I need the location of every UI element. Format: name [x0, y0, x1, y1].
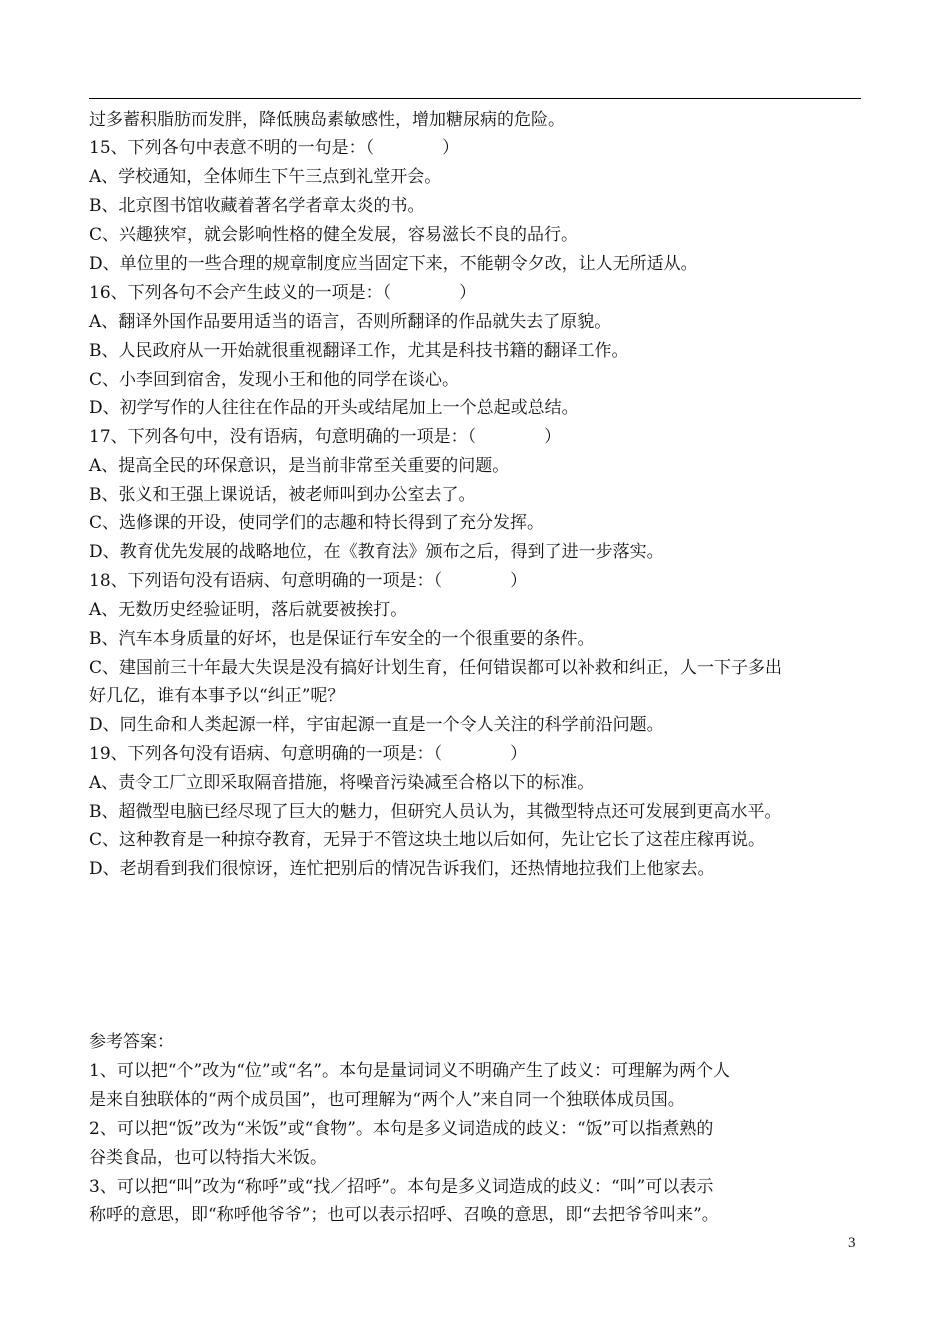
answer-line: 1、可以把“个”改为“位”或“名”。本句是量词词义不明确产生了歧义：可理解为两个人 — [89, 1061, 730, 1081]
option-line: A、无数历史经验证明，落后就要被挨打。 — [89, 600, 408, 620]
option-line: A、学校通知，全体师生下午三点到礼堂开会。 — [89, 167, 442, 187]
option-line: A、提高全民的环保意识，是当前非常至关重要的问题。 — [89, 456, 510, 476]
header-rule — [89, 98, 861, 99]
question-18-stem: 18、下列语句没有语病、句意明确的一项是：（ ） — [89, 571, 528, 591]
option-line: D、教育优先发展的战略地位，在《教育法》颁布之后，得到了进一步落实。 — [89, 542, 664, 562]
option-line: A、责令工厂立即采取隔音措施，将噪音污染减至合格以下的标准。 — [89, 773, 595, 793]
option-line: D、老胡看到我们很惊讶，连忙把别后的情况告诉我们，还热情地拉我们上他家去。 — [89, 859, 715, 879]
answers-heading: 参考答案： — [89, 1032, 174, 1052]
page-number: 3 — [848, 1235, 856, 1251]
option-line: D、初学写作的人往往在作品的开头或结尾加上一个总起或总结。 — [89, 398, 579, 418]
option-line: C、小李回到宿舍，发现小王和他的同学在谈心。 — [89, 370, 460, 390]
option-line: D、同生命和人类起源一样，宇宙起源一直是一个令人关注的科学前沿问题。 — [89, 715, 664, 735]
question-15-stem: 15、下列各句中表意不明的一句是：（ ） — [89, 138, 460, 158]
question-17-stem: 17、下列各句中，没有语病，句意明确的一项是：（ ） — [89, 427, 562, 447]
option-line: B、汽车本身质量的好坏，也是保证行车安全的一个很重要的条件。 — [89, 629, 595, 649]
option-line: C、这种教育是一种掠夺教育，无异于不管这块土地以后如何，先让它长了这茬庄稼再说。 — [89, 830, 766, 850]
text-line: 过多蓄积脂肪而发胖，降低胰岛素敏感性，增加糖尿病的危险。 — [89, 110, 565, 130]
answer-line: 称呼的意思，即“称呼他爷爷”；也可以表示招呼、召唤的意思，即“去把爷爷叫来”。 — [89, 1205, 719, 1225]
option-line-continued: 好几亿，谁有本事予以“纠正”呢？ — [89, 686, 345, 706]
option-line: C、兴趣狭窄，就会影响性格的健全发展，容易滋长不良的品行。 — [89, 225, 579, 245]
option-line: C、选修课的开设，使同学们的志趣和特长得到了充分发挥。 — [89, 513, 545, 533]
answer-line: 3、可以把“叫”改为“称呼”或“找／招呼”。本句是多义词造成的歧义：“叫”可以表示 — [89, 1177, 714, 1197]
option-line: B、张义和王强上课说话，被老师叫到办公室去了。 — [89, 485, 476, 505]
question-19-stem: 19、下列各句没有语病、句意明确的一项是：（ ） — [89, 744, 528, 764]
option-line: A、翻译外国作品要用适当的语言，否则所翻译的作品就失去了原貌。 — [89, 312, 612, 332]
option-line: B、北京图书馆收藏着著名学者章太炎的书。 — [89, 196, 425, 216]
answer-line: 是来自独联体的“两个成员国”，也可理解为“两个人”来自同一个独联体成员国。 — [89, 1090, 685, 1110]
option-line: B、超微型电脑已经尽现了巨大的魅力，但研究人员认为，其微型特点还可发展到更高水平。 — [89, 802, 782, 822]
option-line: D、单位里的一些合理的规章制度应当固定下来，不能朝令夕改，让人无所适从。 — [89, 254, 698, 274]
answer-line: 2、可以把“饭”改为“米饭”或“食物”。本句是多义词造成的歧义：“饭”可以指煮熟的 — [89, 1119, 714, 1139]
question-16-stem: 16、下列各句不会产生歧义的一项是：（ ） — [89, 283, 477, 303]
answer-line: 谷类食品，也可以特指大米饭。 — [89, 1148, 327, 1168]
option-line: B、人民政府从一开始就很重视翻译工作，尤其是科技书籍的翻译工作。 — [89, 341, 629, 361]
option-line: C、建国前三十年最大失误是没有搞好计划生育，任何错误都可以补救和纠正，人一下子多出 — [89, 658, 783, 678]
